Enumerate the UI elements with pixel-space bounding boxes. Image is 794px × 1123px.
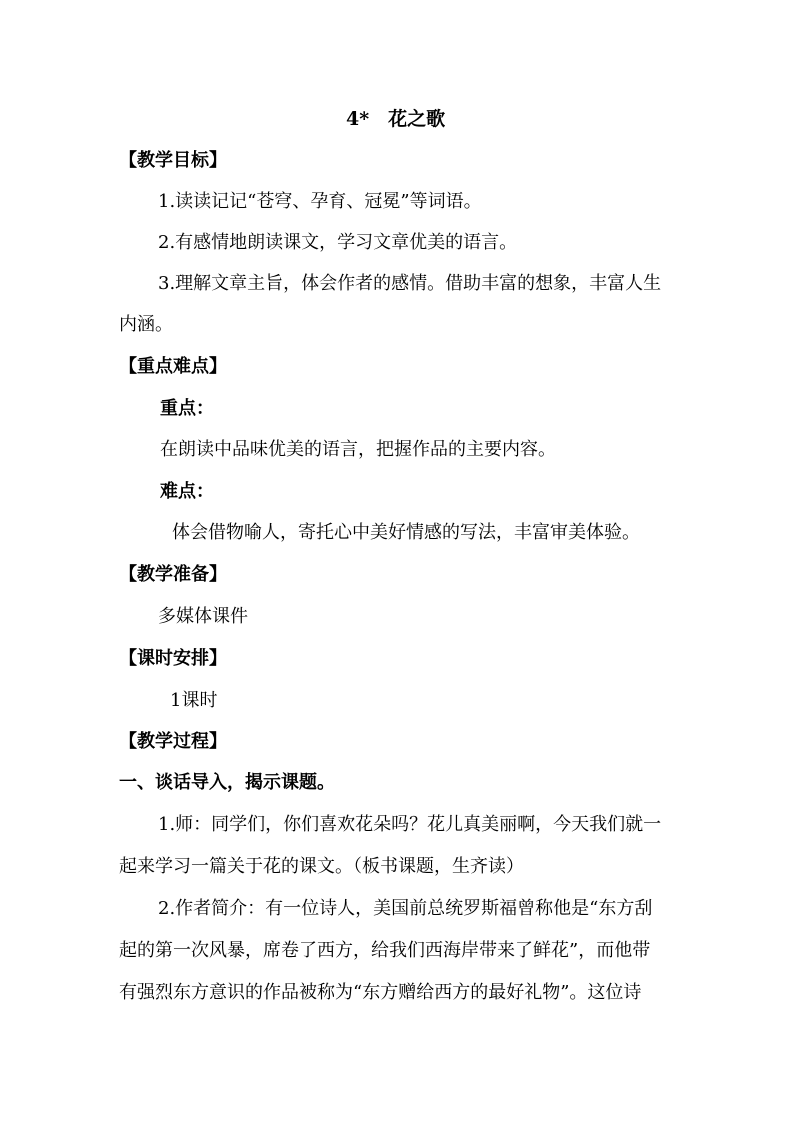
objective-item-3-cont: 内涵。 bbox=[119, 314, 173, 335]
process-line-4: 起的第一次风暴，席卷了西方，给我们西海岸带来了鲜花”，而他带 bbox=[119, 940, 651, 961]
preparation-text: 多媒体课件 bbox=[158, 606, 248, 627]
process-line-2: 起来学习一篇关于花的课文。（板书课题，生齐读） bbox=[119, 856, 524, 877]
objective-item-3: 3.理解文章主旨，体会作者的感情。借助丰富的想象，丰富人生 bbox=[158, 273, 662, 294]
key-points-heading: 【重点难点】 bbox=[119, 356, 227, 377]
objective-item-2: 2.有感情地朗读课文，学习文章优美的语言。 bbox=[158, 232, 518, 253]
objective-item-1: 1.读读记记“苍穹、孕育、冠冕”等词语。 bbox=[158, 191, 482, 212]
process-heading: 【教学过程】 bbox=[119, 731, 227, 752]
doc-title: 4* 花之歌 bbox=[346, 108, 446, 130]
focus-label: 重点： bbox=[160, 398, 214, 419]
preparation-heading: 【教学准备】 bbox=[119, 564, 227, 585]
section1-title: 一、谈话导入，揭示课题。 bbox=[119, 772, 335, 793]
process-line-1: 1.师：同学们，你们喜欢花朵吗？花儿真美丽啊，今天我们就一 bbox=[158, 814, 662, 835]
process-line-3: 2.作者简介：有一位诗人，美国前总统罗斯福曾称他是“东方刮 bbox=[158, 898, 653, 919]
focus-text: 在朗读中品味优美的语言，把握作品的主要内容。 bbox=[160, 439, 556, 460]
objectives-heading: 【教学目标】 bbox=[119, 150, 227, 171]
process-line-5: 有强烈东方意识的作品被称为“东方赠给西方的最好礼物”。这位诗 bbox=[119, 982, 642, 1003]
schedule-heading: 【课时安排】 bbox=[119, 648, 227, 669]
schedule-text: 1课时 bbox=[170, 690, 218, 711]
difficulty-text: 体会借物喻人，寄托心中美好情感的写法，丰富审美体验。 bbox=[172, 522, 640, 543]
difficulty-label: 难点： bbox=[160, 481, 214, 502]
